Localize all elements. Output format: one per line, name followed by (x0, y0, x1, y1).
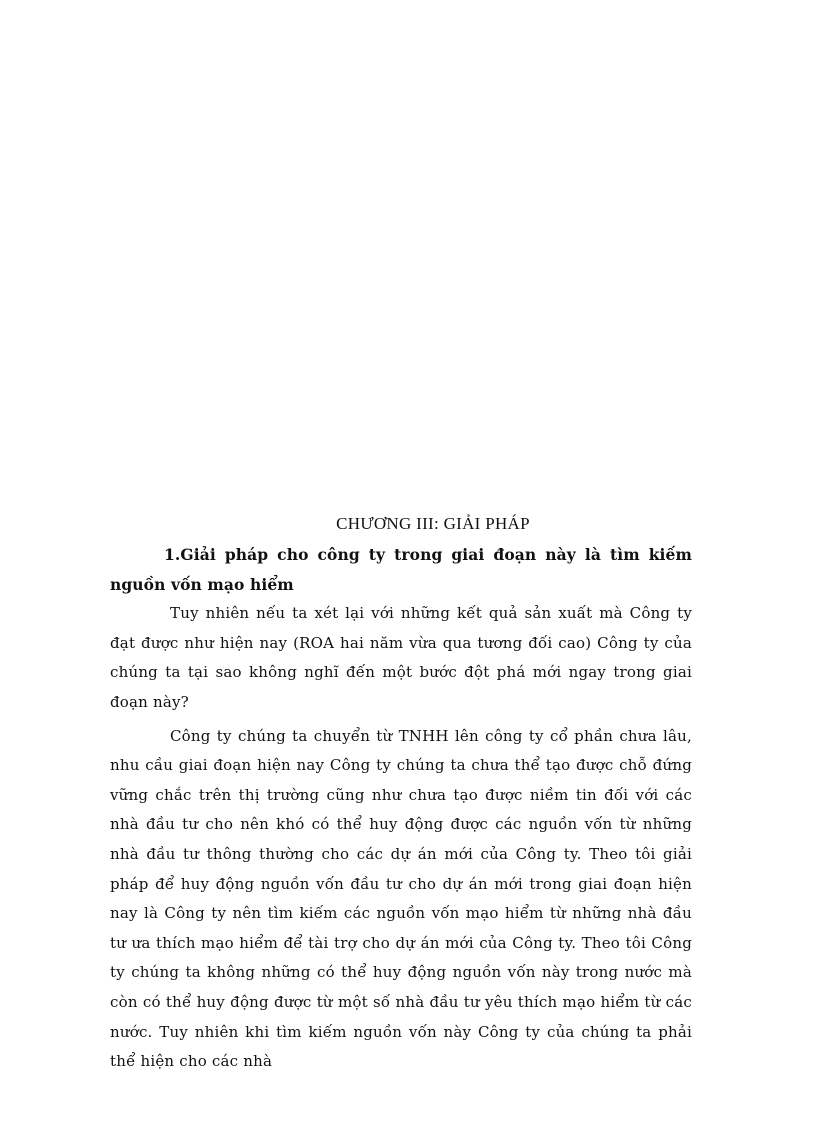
section-heading: 1.Giải pháp cho công ty trong giai đoạn này là tìm kiếm nguồn vốn mạo hiểm (110, 545, 692, 594)
chapter-title: CHƯƠNG III: GIẢI PHÁP (336, 514, 530, 533)
document-body (110, 540, 692, 1077)
paragraph-1: Tuy nhiên nếu ta xét lại với những kết quả sản xuất mà Công ty đạt được như hiện nay (ROA hai năm vừa qua tương đối cao) Công ty của chúng ta tại sao không nghĩ đến một bước đột phá mới ngay trong giai đoạn này? (110, 604, 692, 711)
paragraph-2: Công ty chúng ta chuyển từ TNHH lên công ty cổ phần chưa lâu, nhu cầu giai đoạn hiện nay Công ty chúng ta chưa thể tạo được chỗ đứng vững chắc trên thị trường cũng như chưa tạo được niềm tin đối với các nhà đầu tư cho nên khó có thể huy động được các nguồn vốn từ những nhà đầu tư thông thường cho các dự án mới của Công ty. Theo tôi giải pháp để huy động nguồn vốn đầu tư cho dự án mới trong giai đoạn hiện nay là Công ty nên tìm kiếm các nguồn vốn mạo hiểm từ những nhà đầu tư ưa thích mạo hiểm để tài trợ cho dự án mới của Công ty. Theo tôi Công ty chúng ta không những có thể huy động nguồn vốn này trong nước mà còn có thể huy động được từ một số nhà đầu tư yêu thích mạo hiểm từ các nước. Tuy nhiên khi tìm kiếm nguồn vốn này Công ty của chúng ta phải thể hiện cho các nhà (110, 726, 692, 1071)
